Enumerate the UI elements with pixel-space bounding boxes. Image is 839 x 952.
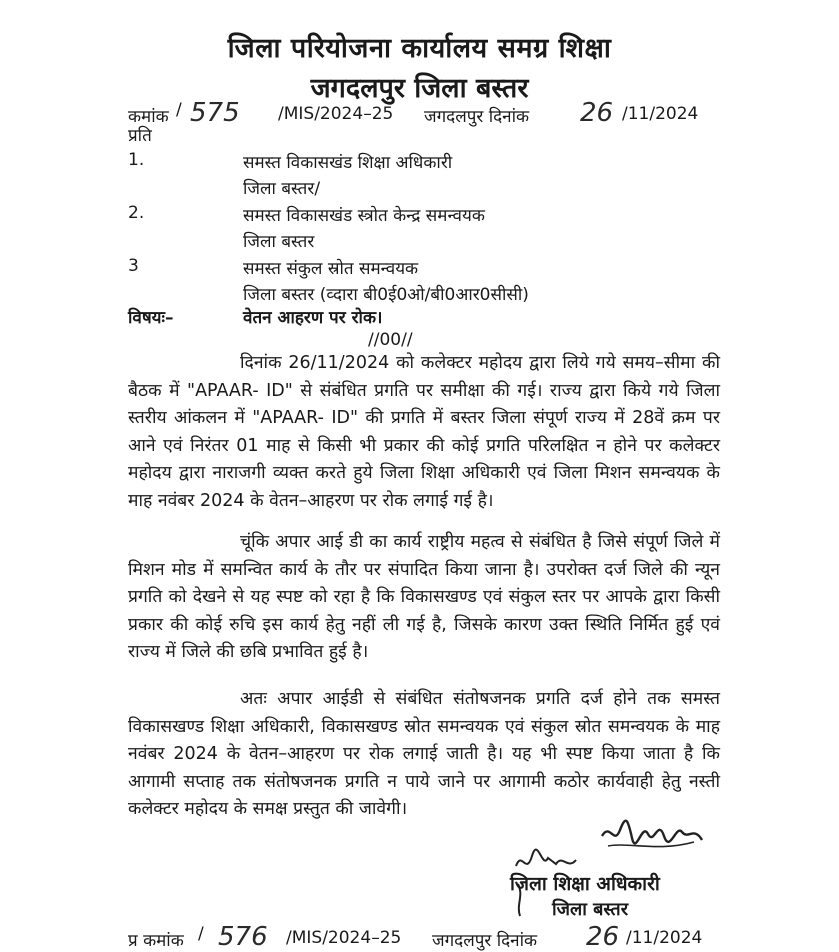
ref2-place-date-label: जगदलपुर दिनांक	[432, 931, 538, 951]
ref-month-year: /11/2024	[622, 104, 699, 124]
office-place-heading: जगदलपुर जिला बस्तर	[310, 73, 529, 104]
ref2-code: /MIS/2024–25	[286, 928, 402, 948]
subject-label: विषयः–	[128, 308, 174, 328]
to-label: प्रति	[128, 126, 152, 146]
ref-number-handwritten: 575	[190, 98, 240, 128]
recipient-district: जिला बस्तर	[243, 232, 315, 252]
ref2-number-handwritten: 576	[218, 922, 268, 952]
body-paragraph-2	[128, 529, 720, 667]
ref2-day-handwritten: 26	[586, 922, 620, 952]
paragraph-1-first-line: दिनांक 26/11/2024 को कलेक्टर महोदय द्वारा लिये गये	[240, 353, 616, 373]
ref2-prefix: प्र कमांक	[128, 931, 184, 951]
recipient-district: जिला बस्तर (व्दारा बी0ई0ओ/बी0आर0सीसी)	[243, 285, 529, 305]
signatory-title: जिला शिक्षा अधिकारी	[510, 873, 660, 895]
paragraph-3-text: अतः अपार आईडी से संबंधित संतोषजनक प्रगति दर्ज होने तक समस्त विकासखण्ड शिक्षा अधिकारी, विकासखण्ड स्रोत समन्वयक एवं संकुल स्रोत समन्वयक के माह नवंबर 2024 के वेतन–आहरण पर रोक लगाई जाती है। यह भी स्पष्ट किया जाता है कि आगामी सप्ताह तक संतोषजनक प्रगति न पाये जाने पर आगामी कठोर कार्यवाही हेतु नस्ती कलेक्टर महोदय के समक्ष प्रस्तुत की जावेगी।	[128, 689, 720, 819]
recipient-number: 2.	[128, 203, 145, 223]
recipient-line: समस्त विकासखंड स्त्रोत केन्द्र समन्वयक	[243, 206, 485, 226]
ref-place-date-label: जगदलपुर दिनांक	[424, 107, 530, 127]
signature-mark	[598, 812, 708, 862]
separator: //00//	[368, 330, 413, 350]
office-heading: जिला परियोजना कार्यालय समग्र शिक्षा	[227, 33, 612, 64]
recipient-line: समस्त संकुल स्रोत समन्वयक	[243, 259, 419, 279]
subject-text: वेतन आहरण पर रोक।	[243, 308, 383, 328]
ref-day-handwritten: 26	[580, 98, 614, 128]
recipient-number: 1.	[128, 150, 145, 170]
body-paragraph-3	[128, 686, 720, 824]
signatory-place: जिला बस्तर	[552, 899, 629, 920]
recipient-district: जिला बस्तर/	[243, 179, 321, 199]
reference-line: कमांक / 575 /MIS/2024–25 जगदलपुर दिनांक 26 /11/2024	[128, 98, 699, 128]
paragraph-2-text: चूंकि अपार आई डी का कार्य राष्ट्रीय महत्व से संबंधित है जिसे संपूर्ण जिले में मिशन मोड में समन्वित कार्य के तौर पर संपादित किया जाना है। उपरोक्त दर्ज जिले की न्यून प्रगति को देखने से यह स्पष्ट को रहा है कि विकासखण्ड एवं संकुल स्तर पर आपके द्वारा किसी प्रकार की कोई रुचि इस कार्य हेतु नहीं ली गई है, जिसके कारण उक्त स्थिति निर्मित हुई एवं राज्य में जिले की छबि प्रभावित हुई है।	[128, 532, 720, 662]
ref-code: /MIS/2024–25	[278, 104, 394, 124]
recipient-number: 3	[128, 256, 139, 276]
ref2-month-year: /11/2024	[626, 928, 703, 948]
reference-line-2: प्र कमांक / 576 /MIS/2024–25 जगदलपुर दिनांक 26 /11/2024	[128, 922, 703, 952]
paragraph-1-text: समय–सीमा की बैठक में "APAAR- ID" से संबंधित प्रगति पर समीक्षा की गई। राज्य द्वारा किये गये जिला स्तरीय आंकलन में "APAAR- ID" की प्रगति में बस्तर जिला संपूर्ण राज्य में 28वें क्रम पर आने एवं निरंतर 01 माह से किसी भी प्रकार की कोई प्रगति परिलक्षित न होने पर कलेक्टर महोदय द्वारा नाराजगी व्यक्त करते हुये जिला शिक्षा अधिकारी एवं जिला मिशन समन्वयक के माह नवंबर 2024 के वेतन–आहरण पर रोक लगाई गई है।	[128, 353, 720, 511]
ref-prefix: कमांक	[128, 107, 169, 127]
recipient-line: समस्त विकासखंड शिक्षा अधिकारी	[243, 153, 453, 173]
body-paragraph-1	[128, 350, 720, 515]
